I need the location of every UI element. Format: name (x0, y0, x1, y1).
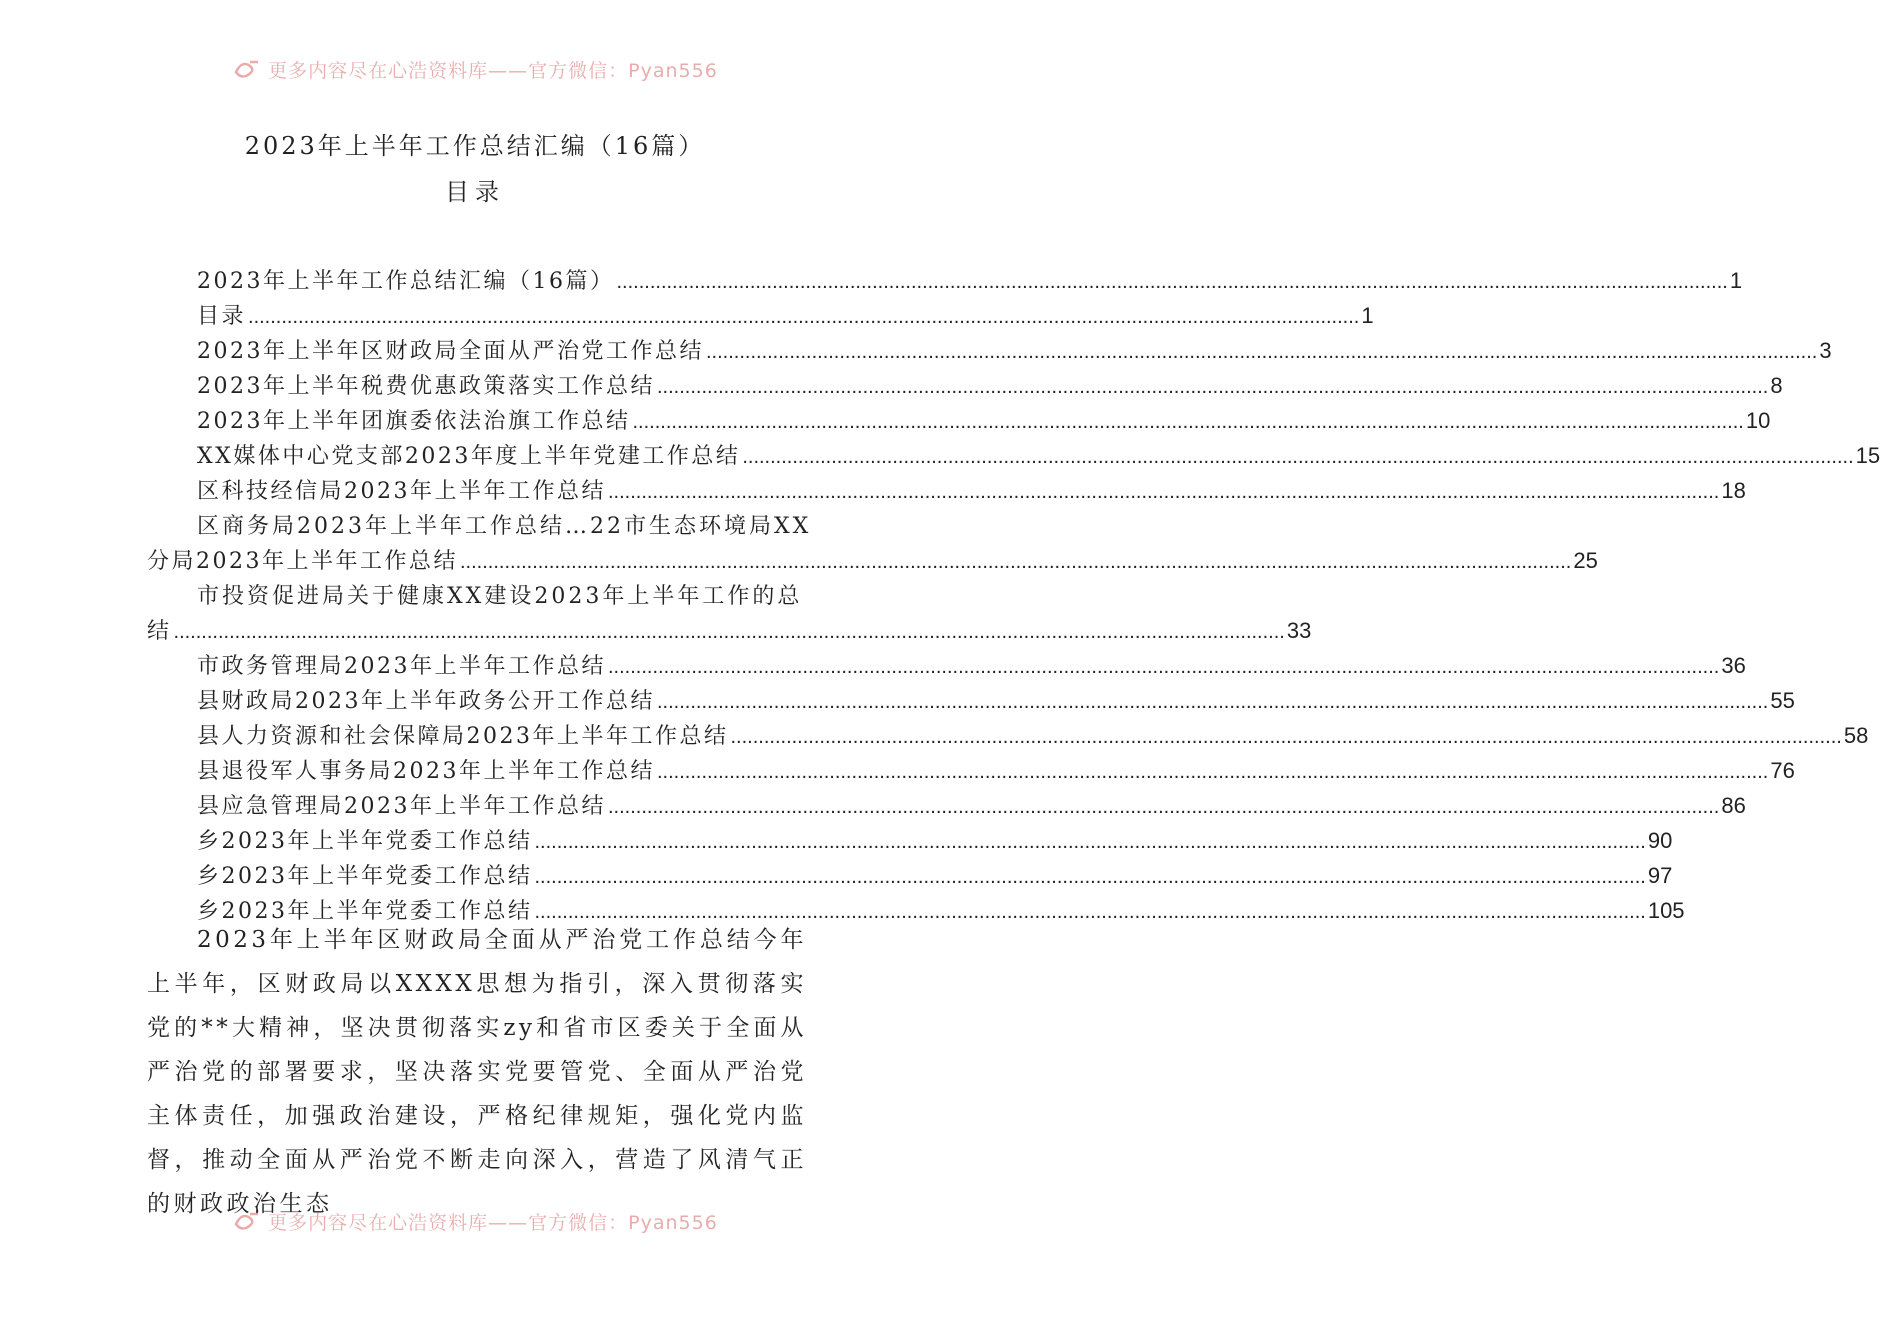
toc-entry-wrapped[interactable] (197, 509, 811, 540)
toc-leader: ........................................................................................................................................................................................................ (657, 691, 1769, 713)
watermark-logo-icon (232, 1210, 262, 1237)
toc-entry-title: 分局2023年上半年工作总结 (147, 549, 458, 574)
toc-entry-page: 55 (1770, 688, 1795, 713)
toc-entry-page: 105 (1647, 898, 1685, 923)
toc-leader: ........................................................................................................................................................................................................ (657, 376, 1769, 398)
toc-entry[interactable] (197, 719, 1869, 753)
toc-entry-page: 58 (1843, 723, 1869, 748)
toc-leader: ........................................................................................................................................................................................................ (534, 901, 1646, 923)
watermark-bottom (0, 1208, 950, 1237)
toc-entry-title: 区商务局2023年上半年工作总结…22市生态环境局XX (197, 514, 812, 539)
watermark-text: 更多内容尽在心浩资料库——官方微信：Pyan556 (268, 1212, 718, 1234)
toc-leader: ........................................................................................................................................................................................................ (608, 481, 1720, 503)
watermark-top (0, 56, 950, 85)
toc-entry-title: 县人力资源和社会保障局2023年上半年工作总结 (197, 724, 729, 749)
toc-entry[interactable] (197, 369, 1783, 403)
toc-entry-page: 8 (1770, 373, 1783, 398)
toc-entry-title: 2023年上半年税费优惠政策落实工作总结 (197, 374, 655, 399)
toc-entry[interactable] (197, 404, 1771, 438)
toc-entry-title: 市政务管理局2023年上半年工作总结 (197, 654, 606, 679)
toc-leader: ........................................................................................................................................................................................................ (616, 271, 1728, 293)
toc-leader: ........................................................................................................................................................................................................ (608, 796, 1720, 818)
toc-entry[interactable] (197, 684, 1795, 718)
toc-heading: 目录 (445, 178, 505, 206)
toc-entry-title: 区科技经信局2023年上半年工作总结 (197, 479, 606, 504)
toc-leader: ........................................................................................................................................................................................................ (608, 656, 1720, 678)
toc-entry-page: 10 (1745, 408, 1771, 433)
body-paragraph: 2023年上半年区财政局全面从严治党工作总结今年上半年，区财政局以XXXX思想为指引，深入贯彻落实党的**大精神，坚决贯彻落实zy和省市区委关于全面从严治党的部署要求，坚决落实党要管党、全面从严治党主体责任，加强政治建设，严格纪律规矩，强化党内监督，推动全面从严治党不断走向深入，营造了风清气正的财政政治生态 (147, 927, 807, 1217)
toc-entry[interactable] (197, 334, 1832, 368)
toc-leader: ........................................................................................................................................................................................................ (460, 551, 1572, 573)
toc-entry-title: 2023年上半年区财政局全面从严治党工作总结 (197, 339, 704, 364)
toc-entry-page: 1 (1361, 303, 1374, 328)
toc-entry-title: 2023年上半年工作总结汇编（16篇） (197, 269, 615, 294)
toc-entry[interactable] (197, 649, 1746, 683)
toc-entry-page: 1 (1729, 268, 1743, 293)
toc-entry-page: 90 (1647, 828, 1673, 853)
toc-entry-title: XX媒体中心党支部2023年度上半年党建工作总结 (197, 444, 741, 469)
toc-leader: ........................................................................................................................................................................................................ (534, 831, 1646, 853)
toc-entry[interactable] (197, 789, 1746, 823)
toc-entry-wrapped[interactable] (197, 579, 802, 610)
toc-entry[interactable] (147, 614, 1312, 648)
toc-entry-page: 15 (1855, 443, 1880, 468)
toc-leader: ........................................................................................................................................................................................................ (730, 726, 1842, 748)
toc-entry[interactable] (197, 754, 1795, 788)
toc-entry[interactable] (147, 544, 1598, 578)
toc-entry-page: 3 (1819, 338, 1832, 363)
toc-entry[interactable] (197, 859, 1673, 893)
toc-entry-page: 86 (1721, 793, 1746, 818)
toc-leader: ........................................................................................................................................................................................................ (706, 341, 1818, 363)
watermark-text: 更多内容尽在心浩资料库——官方微信：Pyan556 (268, 60, 718, 82)
toc-entry-page: 18 (1721, 478, 1746, 503)
toc-leader: ........................................................................................................................................................................................................ (534, 866, 1646, 888)
toc-entry-title: 目录 (197, 304, 247, 329)
toc-entry-title: 乡2023年上半年党委工作总结 (197, 829, 533, 854)
toc-entry[interactable] (197, 824, 1673, 858)
toc-entry[interactable] (197, 264, 1743, 298)
toc-entry-page: 33 (1286, 618, 1312, 643)
toc-entry-title: 市投资促进局关于健康XX建设2023年上半年工作的总 (197, 584, 803, 609)
toc-leader: ........................................................................................................................................................................................................ (248, 306, 1360, 328)
toc-leader: ........................................................................................................................................................................................................ (742, 446, 1854, 468)
watermark-logo-icon (232, 58, 262, 85)
toc-entry-title: 乡2023年上半年党委工作总结 (197, 899, 533, 924)
toc-entry[interactable] (197, 299, 1374, 333)
toc-entry[interactable] (197, 474, 1746, 508)
toc-entry-title: 县财政局2023年上半年政务公开工作总结 (197, 689, 655, 714)
toc-leader: ........................................................................................................................................................................................................ (657, 761, 1769, 783)
toc-entry-page: 76 (1770, 758, 1795, 783)
toc-entry-title: 乡2023年上半年党委工作总结 (197, 864, 533, 889)
toc-entry[interactable] (197, 439, 1880, 473)
document-title: 2023年上半年工作总结汇编（16篇） (244, 132, 706, 160)
toc-entry-page: 97 (1647, 863, 1673, 888)
toc-entry-title: 县应急管理局2023年上半年工作总结 (197, 794, 606, 819)
toc-leader: ........................................................................................................................................................................................................ (173, 621, 1285, 643)
toc-entry-title: 2023年上半年团旗委依法治旗工作总结 (197, 409, 631, 434)
toc-entry-title: 结 (147, 619, 172, 644)
toc-leader: ........................................................................................................................................................................................................ (632, 411, 1744, 433)
toc-entry-page: 25 (1573, 548, 1598, 573)
toc-entry-title: 县退役军人事务局2023年上半年工作总结 (197, 759, 655, 784)
toc-entry-page: 36 (1721, 653, 1746, 678)
